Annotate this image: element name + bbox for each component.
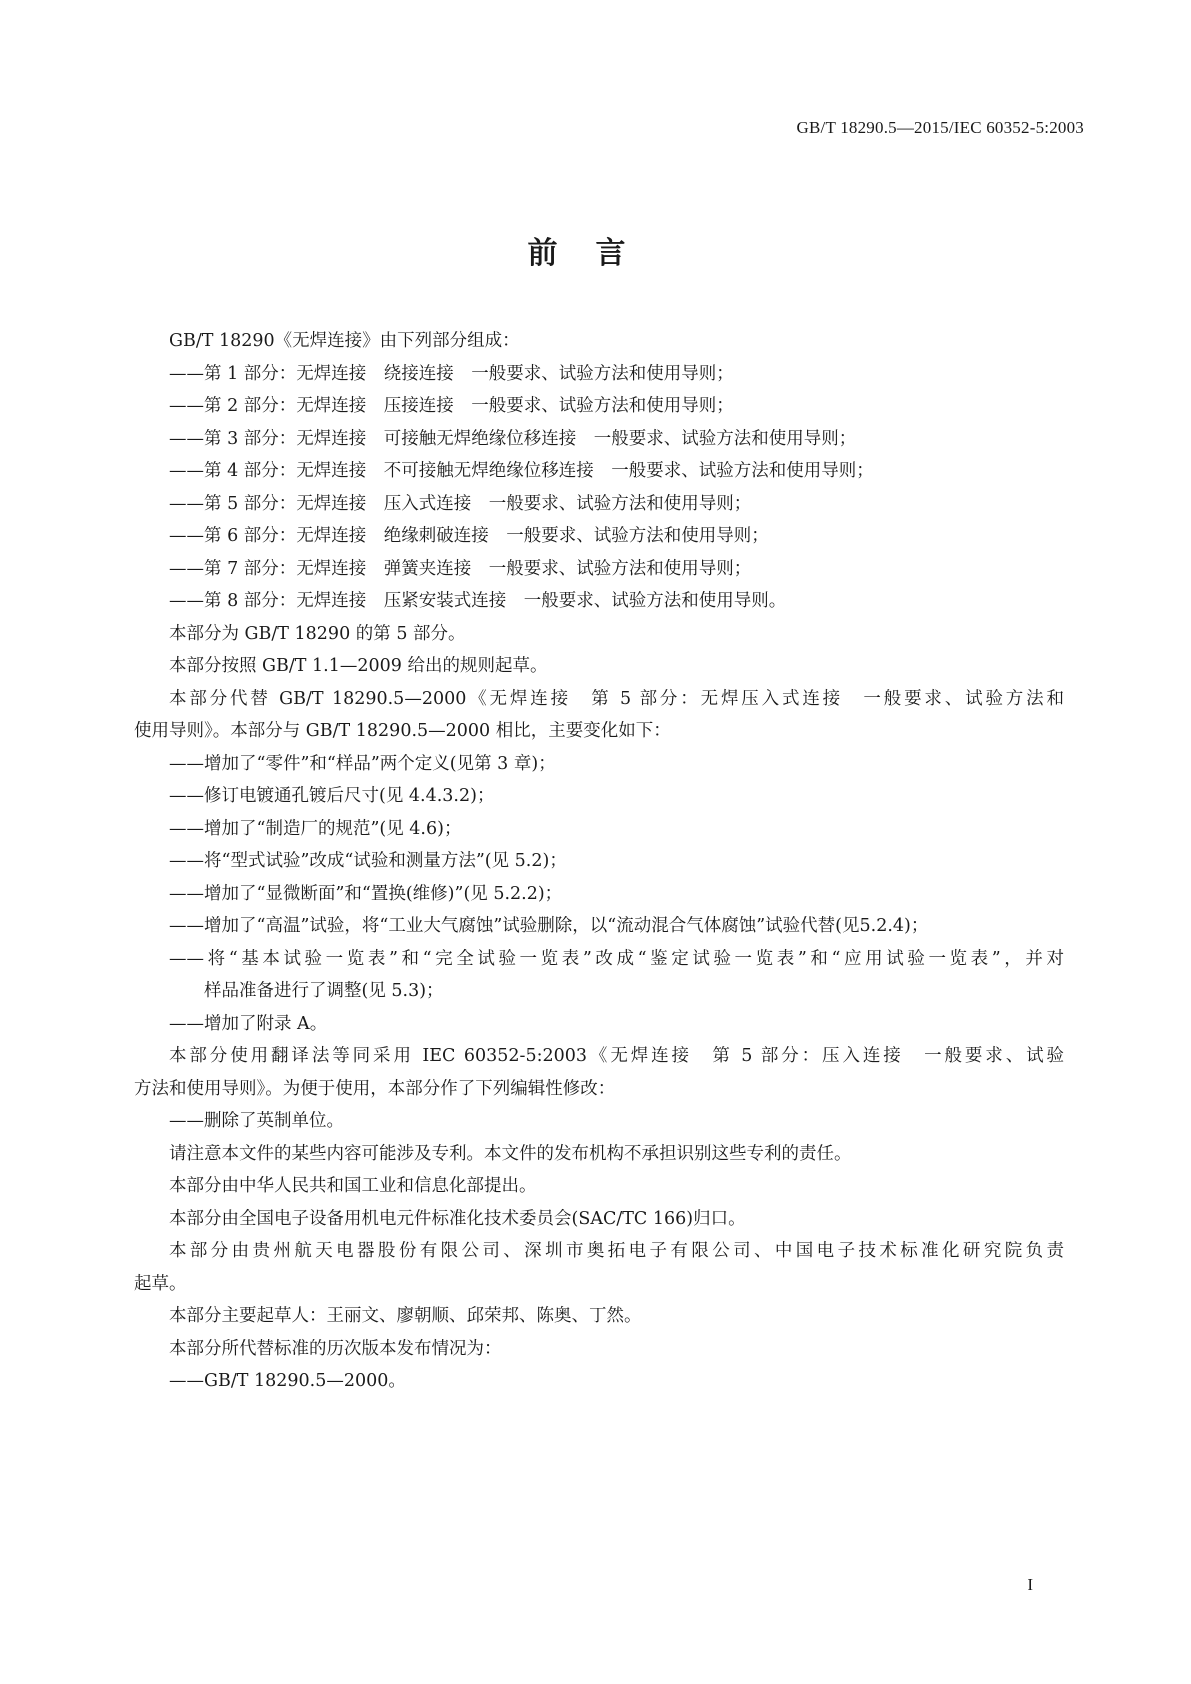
page-number: I (1027, 1575, 1033, 1594)
body-line: 本部分所代替标准的历次版本发布情况为： (169, 1338, 502, 1359)
body-line: ——增加了“高温”试验，将“工业大气腐蚀”试验删除，以“流动混合气体腐蚀”试验代替(见5.2.4)； (169, 916, 929, 936)
body-line: 本部分按照 GB/T 1.1—2009 给出的规则起草。 (169, 656, 548, 676)
foreword-body (134, 325, 1064, 1398)
body-line: GB/T 18290《无焊连接》由下列部分组成： (169, 331, 520, 351)
body-line: 本部分为 GB/T 18290 的第 5 部分。 (169, 623, 466, 644)
standard-number-header: GB/T 18290.5—2015/IEC 60352-5:2003 (796, 118, 1084, 137)
body-line: ——修订电镀通孔镀后尺寸(见 4.4.3.2)； (169, 786, 495, 806)
body-line: 本部分主要起草人：王丽文、廖朝顺、邱荣邦、陈奥、丁然。 (169, 1306, 642, 1326)
body-line: 本部分使用翻译法等同采用 IEC 60352-5:2003《无焊连接 第 5 部分：压入连接 一般要求、试验 (169, 1046, 1064, 1066)
body-line: 本部分代替 GB/T 18290.5—2000《无焊连接 第 5 部分：无焊压入式连接 一般要求、试验方法和 (169, 688, 1064, 709)
body-line: ——第 8 部分：无焊连接 压紧安装式连接 一般要求、试验方法和使用导则。 (169, 591, 787, 611)
body-line: ——第 1 部分：无焊连接 绕接连接 一般要求、试验方法和使用导则； (169, 363, 734, 384)
body-line: ——增加了“显微断面”和“置换(维修)”(见 5.2.2)； (169, 883, 563, 904)
body-line: ——删除了英制单位。 (169, 1111, 344, 1131)
body-line: 本部分由中华人民共和国工业和信息化部提出。 (169, 1176, 537, 1196)
body-line: 样品准备进行了调整(见 5.3)； (204, 981, 444, 1001)
body-line: 方法和使用导则》。为便于使用，本部分作了下列编辑性修改： (134, 1078, 616, 1099)
body-line: ——将“基本试验一览表”和“完全试验一览表”改成“鉴定试验一览表”和“应用试验一览表”，并对 (169, 948, 1064, 969)
body-line: ——第 2 部分：无焊连接 压接连接 一般要求、试验方法和使用导则； (169, 396, 734, 416)
body-line: ——第 5 部分：无焊连接 压入式连接 一般要求、试验方法和使用导则； (169, 493, 752, 514)
body-line: 本部分由贵州航天电器股份有限公司、深圳市奥拓电子有限公司、中国电子技术标准化研究院负责 (169, 1241, 1064, 1261)
body-line: ——增加了附录 A。 (169, 1013, 328, 1034)
page-title: 前言 (527, 236, 664, 271)
body-line: ——增加了“制造厂的规范”(见 4.6)； (169, 818, 462, 839)
body-line: 请注意本文件的某些内容可能涉及专利。本文件的发布机构不承担识别这些专利的责任。 (169, 1143, 852, 1164)
body-line: 本部分由全国电子设备用机电元件标准化技术委员会(SAC/TC 166)归口。 (169, 1208, 746, 1229)
body-line: 起草。 (134, 1273, 187, 1294)
body-line: 使用导则》。本部分与 GB/T 18290.5—2000 相比，主要变化如下： (134, 721, 671, 741)
body-line: ——第 7 部分：无焊连接 弹簧夹连接 一般要求、试验方法和使用导则； (169, 558, 752, 579)
body-line: ——第 4 部分：无焊连接 不可接触无焊绝缘位移连接 一般要求、试验方法和使用导则； (169, 461, 874, 481)
body-line: ——第 3 部分：无焊连接 可接触无焊绝缘位移连接 一般要求、试验方法和使用导则； (169, 428, 857, 449)
body-line: ——GB/T 18290.5—2000。 (169, 1371, 406, 1391)
body-line: ——增加了“零件”和“样品”两个定义(见第 3 章)； (169, 753, 556, 774)
body-line: ——第 6 部分：无焊连接 绝缘刺破连接 一般要求、试验方法和使用导则； (169, 526, 769, 546)
body-line: ——将“型式试验”改成“试验和测量方法”(见 5.2)； (169, 851, 567, 871)
